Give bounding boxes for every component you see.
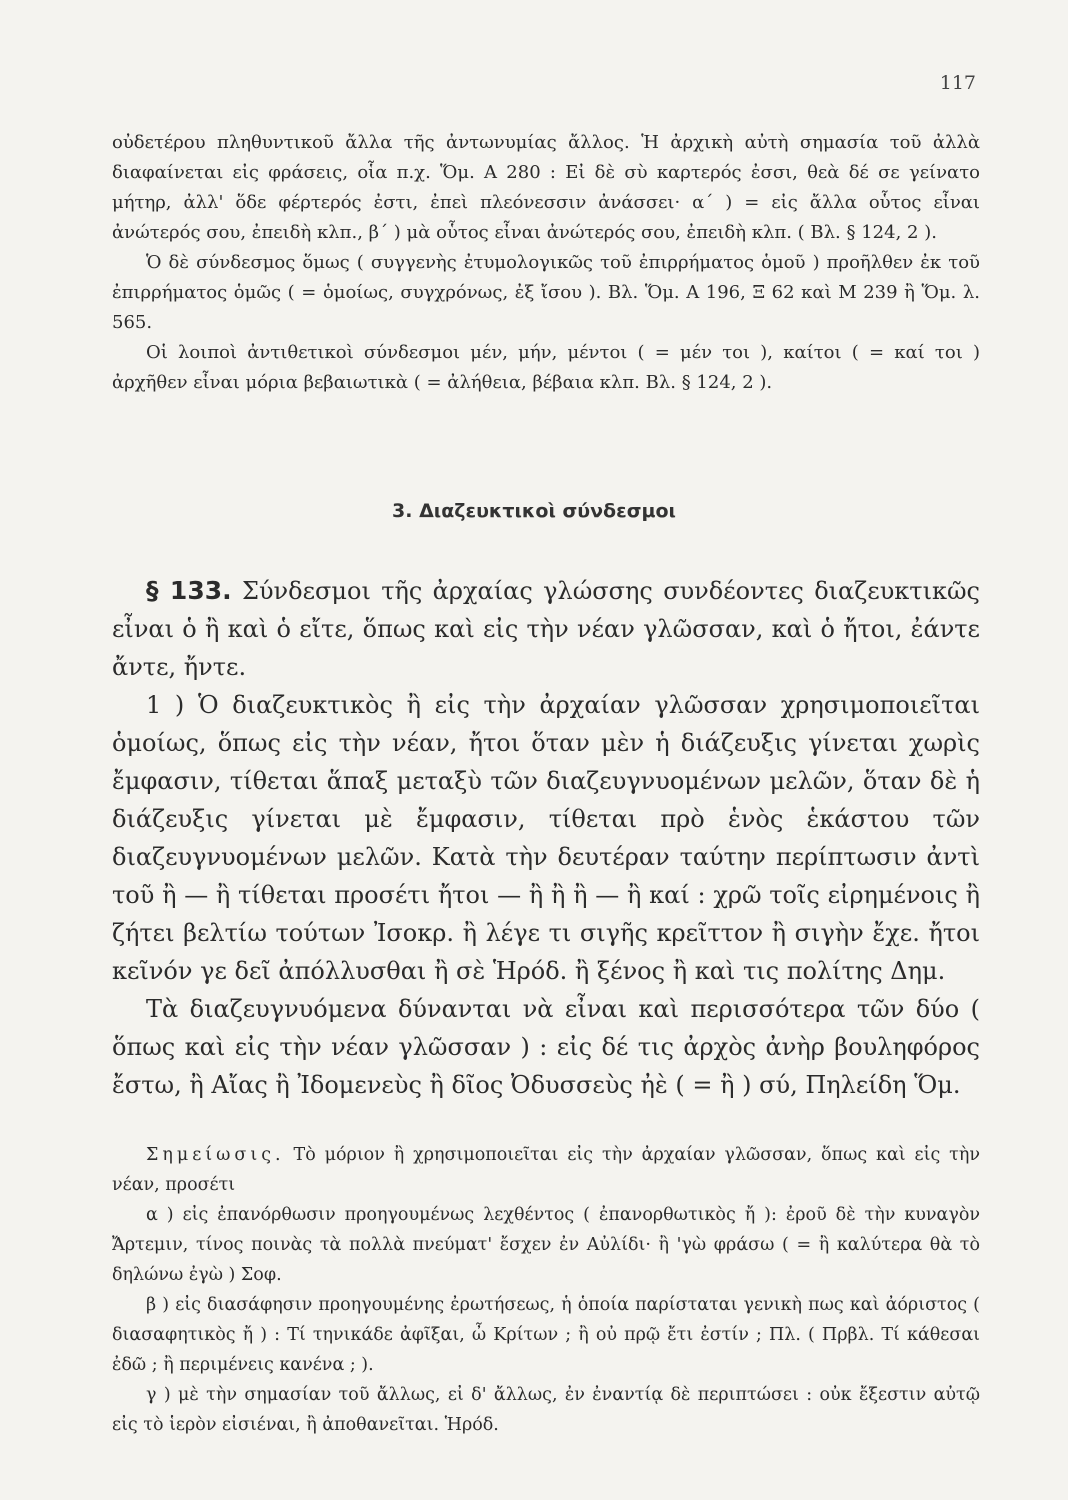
section-heading: 3. Διαζευκτικοὶ σύνδεσμοι bbox=[392, 500, 676, 522]
note-intro-text: Τὸ μόριον ἢ χρησιμοποιεῖται εἰς τὴν ἀρχαίαν γλῶσσαν, ὅπως καὶ εἰς τὴν νέαν, προσέτι bbox=[112, 1145, 980, 1195]
section-133 bbox=[112, 572, 980, 1104]
note-item-b: β ) εἰς διασάφησιν προηγουμένης ἐρωτήσεως, ἡ ὁποία παρίσταται γενικὴ πως καὶ ἀόριστος ( διασαφητικὸς ἤ ) : Τί τηνικάδε ἀφῖξαι, ὦ Κρίτων ; ἢ οὐ πρῷ ἔτι ἐστίν ; Πλ. ( Πρβλ. Τί κάθεσαι ἐδῶ ; ἢ περιμένεις κανένα ; ). bbox=[112, 1295, 980, 1375]
section-paragraph-1-text: Σύνδεσμοι τῆς ἀρχαίας γλώσσης συνδέοντες διαζευκτικῶς εἶναι ὁ ἢ καὶ ὁ εἴτε, ὅπως καὶ εἰς τὴν νέαν γλῶσσαν, καὶ ὁ ἤτοι, ἐάντε ἄντε, ἤντε. bbox=[112, 577, 980, 681]
note-block bbox=[112, 1140, 980, 1440]
intro-paragraph-2: Ὁ δὲ σύνδεσμος ὅμως ( συγγενὴς ἐτυμολογικῶς τοῦ ἐπιρρήματος ὁμοῦ ) προῆλθεν ἐκ τοῦ ἐπιρρήματος ὁμῶς ( = ὁμοίως, συγχρόνως, ἐξ ἴσου ). Βλ. Ὅμ. Α 196, Ξ 62 καὶ Μ 239 ἢ Ὅμ. λ. 565. bbox=[112, 252, 980, 333]
intro-paragraph-3: Οἱ λοιποὶ ἀντιθετικοὶ σύνδεσμοι μέν, μήν, μέντοι ( = μέν τοι ), καίτοι ( = καί τοι ) ἀρχῆθεν εἶναι μόρια βεβαιωτικὰ ( = ἀλήθεια, βέβαια κλπ. Βλ. § 124, 2 ). bbox=[112, 342, 980, 393]
section-paragraph-3: Τὰ διαζευγνυόμενα δύνανται νὰ εἶναι καὶ περισσότερα τῶν δύο ( ὅπως καὶ εἰς τὴν νέαν γλῶσσαν ) : εἰς δέ τις ἀρχὸς ἀνὴρ βουληφόρος ἔστω, ἢ Αἴας ἢ Ἰδομενεὺς ἢ δῖος Ὀδυσσεὺς ἠὲ ( = ἢ ) σύ, Πηλείδη Ὅμ. bbox=[112, 995, 980, 1099]
note-label: Σημείωσις. bbox=[146, 1145, 285, 1165]
intro-paragraph-1: οὐδετέρου πληθυντικοῦ ἄλλα τῆς ἀντωνυμίας ἄλλος. Ἡ ἀρχικὴ αὐτὴ σημασία τοῦ ἀλλὰ διαφαίνεται εἰς φράσεις, οἷα π.χ. Ὅμ. Α 280 : Εἰ δὲ σὺ καρτερός ἐσσι, θεὰ δέ σε γείνατο μήτηρ, ἀλλ' ὅδε φέρτερός ἐστι, ἐπεὶ πλεόνεσσιν ἀνάσσει· α΄ ) = εἰς ἄλλα οὗτος εἶναι ἀνώτερός σου, ἐπειδὴ κλπ., β΄ ) μὰ οὗτος εἶναι ἀνώτερός σου, ἐπειδὴ κλπ. ( Βλ. § 124, 2 ). bbox=[112, 132, 980, 243]
note-item-c: γ ) μὲ τὴν σημασίαν τοῦ ἄλλως, εἰ δ' ἄλλως, ἐν ἐναντίᾳ δὲ περιπτώσει : οὐκ ἔξεστιν αὐτῷ εἰς τὸ ἱερὸν εἰσιέναι, ἢ ἀποθανεῖται. Ἡρόδ. bbox=[112, 1385, 980, 1435]
section-number: § 133. bbox=[146, 576, 232, 605]
section-paragraph-2: 1 ) Ὁ διαζευκτικὸς ἢ εἰς τὴν ἀρχαίαν γλῶσσαν χρησιμοποιεῖται ὁμοίως, ὅπως εἰς τὴν νέαν, ἤτοι ὅταν μὲν ἡ διάζευξις γίνεται χωρὶς ἔμφασιν, τίθεται ἅπαξ μεταξὺ τῶν διαζευγνυομένων μελῶν, ὅταν δὲ ἡ διάζευξις γίνεται μὲ ἔμφασιν, τίθεται πρὸ ἑνὸς ἑκάστου τῶν διαζευγνυομένων μελῶν. Κατὰ τὴν δευτέραν ταύτην περίπτωσιν ἀντὶ τοῦ ἢ — ἢ τίθεται προσέτι ἤτοι — ἢ ἢ ἢ — ἢ καί : χρῶ τοῖς εἰρημένοις ἢ ζήτει βελτίω τούτων Ἰσοκρ. ἢ λέγε τι σιγῆς κρεῖττον ἢ σιγὴν ἔχε. ἤτοι κεῖνόν γε δεῖ ἀπόλλυσθαι ἢ σὲ Ἡρόδ. ἢ ξένος ἢ καὶ τις πολίτης Δημ. bbox=[112, 691, 980, 985]
note-intro bbox=[112, 1140, 980, 1200]
note-item-a: α ) εἰς ἐπανόρθωσιν προηγουμένως λεχθέντος ( ἐπανορθωτικὸς ἤ ): ἐροῦ δὲ τὴν κυναγὸν Ἄρτεμιν, τίνος ποινὰς τὰ πολλὰ πνεύματ' ἔσχεν ἐν Αὐλίδι· ἢ 'γὼ φράσω ( = ἢ καλύτερα θὰ τὸ δηλώνω ἐγὼ ) Σοφ. bbox=[112, 1205, 980, 1285]
intro-text bbox=[112, 128, 980, 398]
section-paragraph-1 bbox=[112, 572, 980, 686]
page-number: 117 bbox=[939, 72, 976, 94]
